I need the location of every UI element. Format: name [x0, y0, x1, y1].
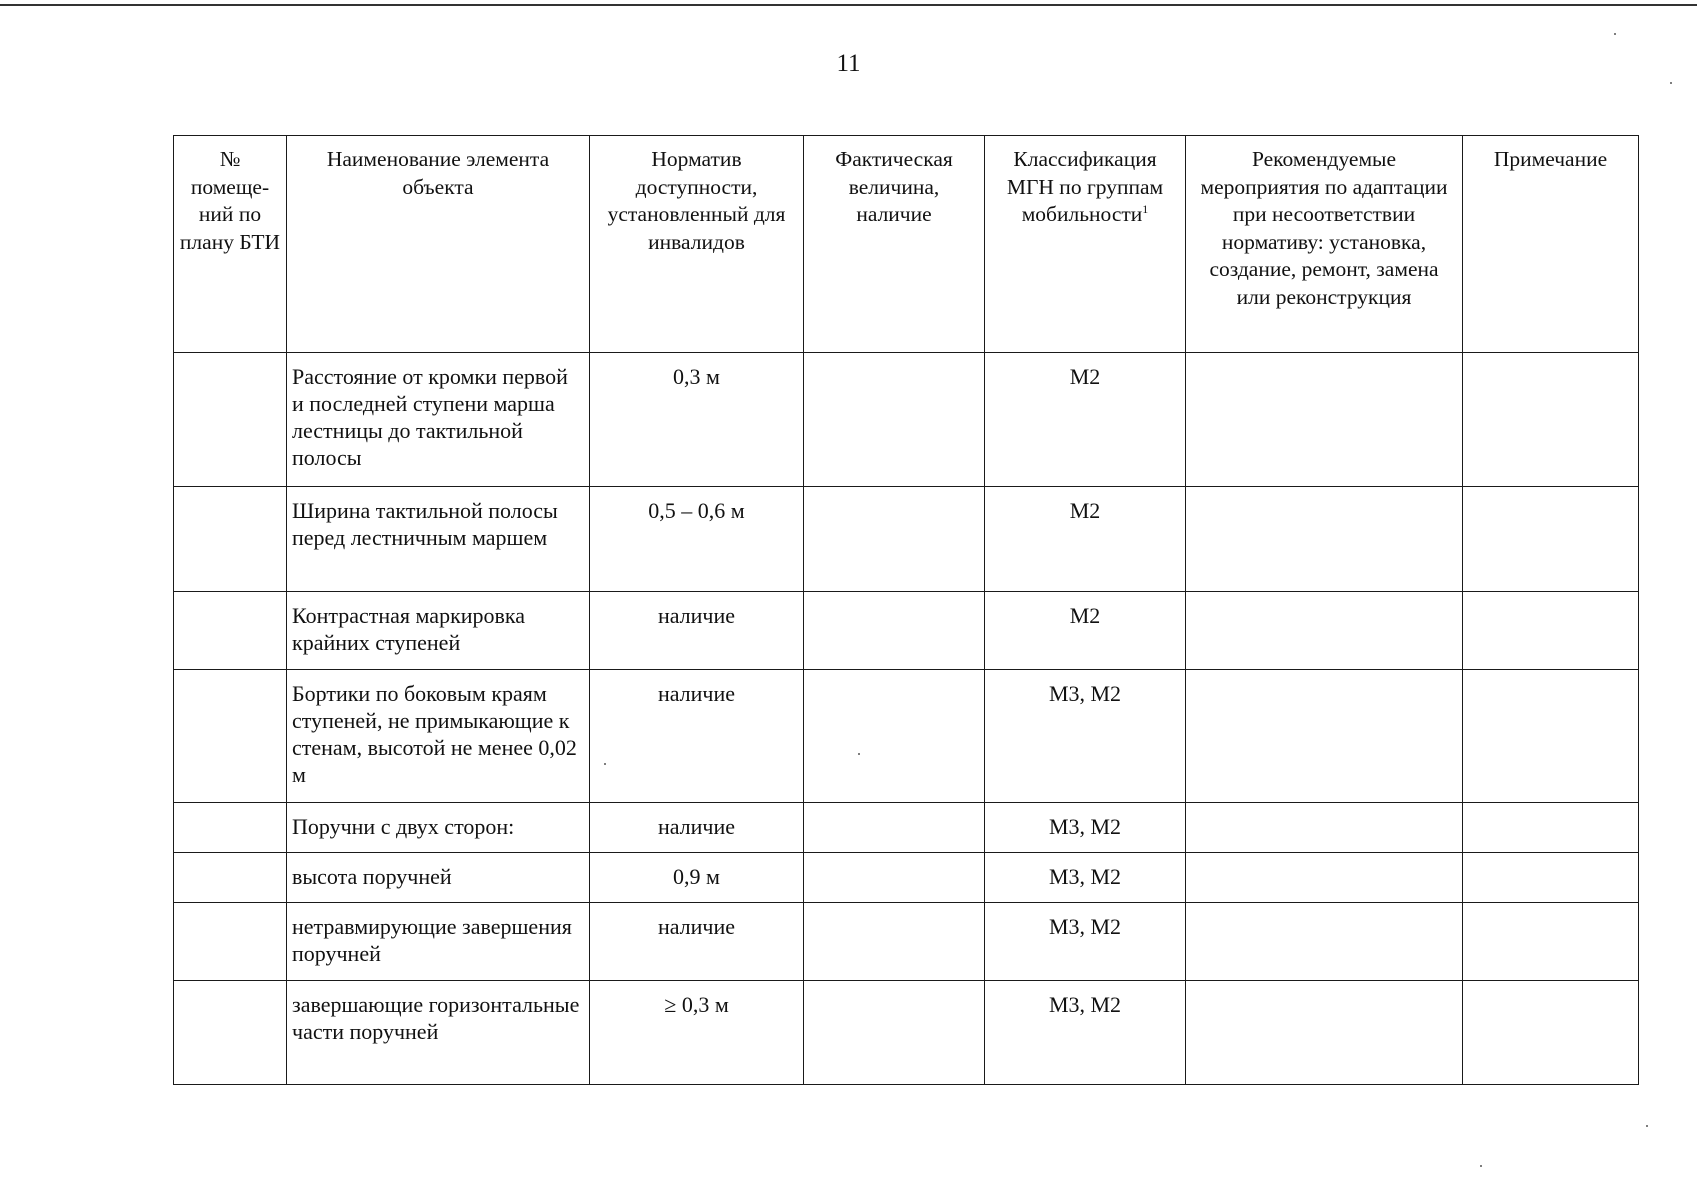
cell-measures [1186, 592, 1463, 670]
table-row [174, 903, 1639, 981]
cell-standard: 0,5 – 0,6 м [590, 487, 804, 592]
cell-measures [1186, 353, 1463, 487]
cell-classification: М3, М2 [985, 903, 1186, 981]
scan-top-border [0, 4, 1697, 6]
cell-classification: М3, М2 [985, 803, 1186, 853]
cell-classification: М3, М2 [985, 853, 1186, 903]
cell-standard: наличие [590, 803, 804, 853]
table-row [174, 487, 1639, 592]
cell-element-name: Контрастная маркировка крайних ступеней [287, 592, 590, 670]
cell-classification: М2 [985, 487, 1186, 592]
cell-room-no [174, 853, 287, 903]
cell-actual [804, 353, 985, 487]
cell-measures [1186, 670, 1463, 803]
cell-classification: М2 [985, 592, 1186, 670]
cell-note [1463, 353, 1639, 487]
header-note: Примечание [1463, 136, 1639, 353]
table-row [174, 353, 1639, 487]
header-classification-text: Классификация МГН по группам мобильности [1006, 147, 1164, 226]
accessibility-table [173, 135, 1639, 1085]
cell-actual [804, 803, 985, 853]
table-row [174, 670, 1639, 803]
cell-note [1463, 803, 1639, 853]
cell-measures [1186, 981, 1463, 1085]
cell-element-name: нетравмирующие завершения поручней [287, 903, 590, 981]
header-classification [985, 136, 1186, 353]
header-row [174, 136, 1639, 353]
cell-actual [804, 670, 985, 803]
table-body [174, 353, 1639, 1085]
cell-room-no [174, 803, 287, 853]
cell-note [1463, 592, 1639, 670]
cell-standard: ≥ 0,3 м [590, 981, 804, 1085]
scan-speck [1670, 82, 1672, 84]
cell-standard: 0,3 м [590, 353, 804, 487]
table-row [174, 853, 1639, 903]
cell-standard: наличие [590, 592, 804, 670]
scan-speck [1480, 1165, 1482, 1167]
table-row [174, 592, 1639, 670]
cell-note [1463, 981, 1639, 1085]
cell-actual [804, 903, 985, 981]
cell-classification: М3, М2 [985, 670, 1186, 803]
cell-element-name: завершающие горизонтальные части поручней [287, 981, 590, 1085]
table-row [174, 981, 1639, 1085]
cell-room-no [174, 353, 287, 487]
header-measures: Рекомендуемые мероприятия по адаптации при несоответствии нормативу: установка, создание, ремонт, замена или реконструкция [1186, 136, 1463, 353]
header-element-name: Наименование элемента объекта [287, 136, 590, 353]
cell-actual [804, 981, 985, 1085]
cell-actual [804, 487, 985, 592]
cell-element-name: Расстояние от кромки первой и последней ступени марша лестницы до тактильной полосы [287, 353, 590, 487]
cell-element-name: Бортики по боковым краям ступеней, не примыкающие к стенам, высотой не менее 0,02 м [287, 670, 590, 803]
cell-classification: М3, М2 [985, 981, 1186, 1085]
cell-element-name: высота поручней [287, 853, 590, 903]
cell-classification: М2 [985, 353, 1186, 487]
header-standard: Норматив доступности, установленный для инвалидов [590, 136, 804, 353]
header-actual: Фактическая величина, наличие [804, 136, 985, 353]
cell-element-name: Поручни с двух сторон: [287, 803, 590, 853]
cell-room-no [174, 487, 287, 592]
cell-note [1463, 903, 1639, 981]
cell-standard: наличие [590, 903, 804, 981]
cell-measures [1186, 487, 1463, 592]
table-header [174, 136, 1639, 353]
cell-room-no [174, 981, 287, 1085]
scan-speck [1646, 1125, 1648, 1127]
cell-measures [1186, 803, 1463, 853]
cell-note [1463, 853, 1639, 903]
cell-note [1463, 670, 1639, 803]
footnote-marker: 1 [1142, 201, 1149, 216]
cell-actual [804, 853, 985, 903]
cell-note [1463, 487, 1639, 592]
page-number: 11 [836, 50, 861, 77]
cell-room-no [174, 903, 287, 981]
cell-actual [804, 592, 985, 670]
cell-standard: 0,9 м [590, 853, 804, 903]
cell-standard: наличие [590, 670, 804, 803]
cell-room-no [174, 592, 287, 670]
scan-speck [1614, 33, 1616, 35]
cell-element-name: Ширина тактильной полосы перед лестничным маршем [287, 487, 590, 592]
cell-room-no [174, 670, 287, 803]
cell-measures [1186, 903, 1463, 981]
header-room-no: № помеще-ний по плану БТИ [174, 136, 287, 353]
table-row [174, 803, 1639, 853]
cell-measures [1186, 853, 1463, 903]
